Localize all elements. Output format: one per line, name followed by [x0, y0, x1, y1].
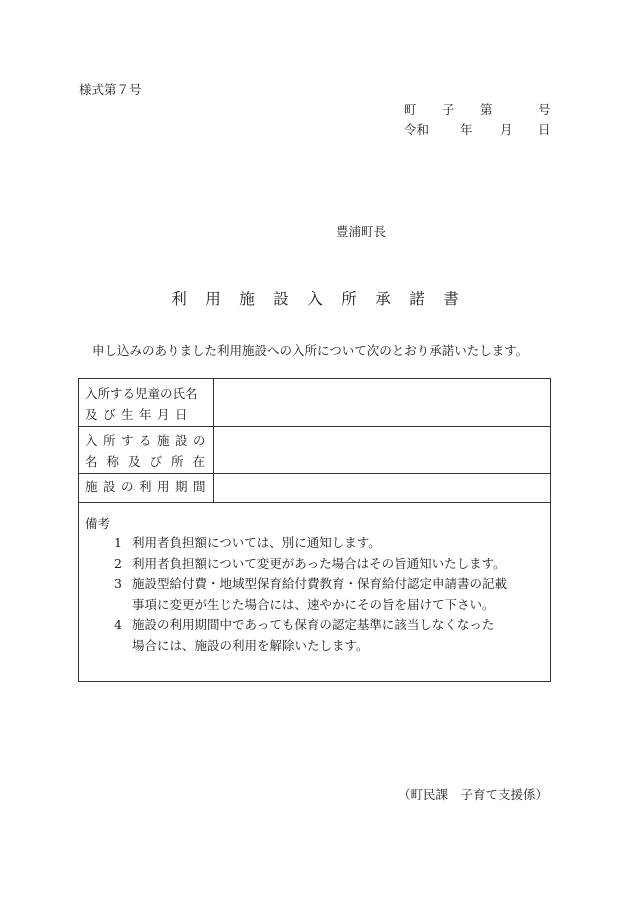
remark-text: 利用者負担額については、別に通知します。	[132, 535, 381, 550]
remark-number: 2	[114, 555, 122, 571]
date-year: 年	[460, 122, 473, 137]
date-era: 令和	[404, 122, 430, 137]
ref-dai: 第	[480, 102, 493, 117]
title-char: 承	[375, 290, 391, 308]
remark-text: 施設の利用期間中であっても保育の認定基準に該当しなくなった	[132, 617, 495, 632]
title-char: 入	[307, 290, 323, 308]
reference-number-line	[404, 100, 551, 118]
title-char: 利	[171, 290, 187, 308]
label-line: 入所する施設の	[85, 433, 212, 448]
remark-text-continued: 事項に変更が生じた場合には、速やかにその旨を届けて下さい。	[132, 596, 495, 612]
value-facility[interactable]	[214, 426, 550, 473]
label-line: 施設の利用期間	[85, 479, 212, 494]
date-line	[404, 120, 551, 138]
title-char: 書	[443, 290, 459, 308]
remark-number: 1	[114, 535, 122, 550]
label-line: 及び生年月日	[85, 407, 194, 422]
remark-text-continued: 場合には、施設の利用を解除いたします。	[132, 637, 369, 653]
document-title	[0, 287, 630, 309]
remark-text: 利用者負担額について変更があった場合はその旨通知いたします。	[132, 555, 506, 571]
title-char: 諾	[409, 290, 425, 308]
remarks-section	[79, 502, 550, 681]
label-facility	[79, 426, 214, 473]
remark-text: 施設型給付費・地域型保育給付費教育・保育給付認定申請書の記載	[132, 576, 508, 591]
remarks-title: 備考	[85, 516, 111, 531]
form-number: 様式第７号	[79, 82, 142, 97]
approval-form-table	[78, 378, 551, 682]
table-row-period	[79, 473, 550, 503]
date-month: 月	[500, 122, 513, 137]
ref-town: 町	[404, 102, 417, 117]
table-row-facility	[79, 426, 550, 474]
label-child-name	[79, 379, 214, 426]
date-day: 日	[538, 122, 551, 137]
remark-number: 3	[114, 576, 122, 591]
value-period[interactable]	[214, 473, 550, 502]
remark-number: 4	[114, 617, 122, 632]
label-period	[79, 473, 214, 502]
department-footer: （町民課 子育て支援係）	[398, 787, 549, 802]
title-char: 用	[205, 290, 221, 308]
value-child-name[interactable]	[214, 379, 550, 426]
title-char: 所	[341, 290, 357, 308]
table-row-child-name	[79, 379, 550, 427]
label-line: 名称及び所在	[85, 454, 215, 469]
ref-go: 号	[538, 102, 551, 117]
title-char: 施	[239, 290, 255, 308]
title-char: 設	[273, 290, 289, 308]
ref-child: 子	[442, 102, 455, 117]
label-line: 入所する児童の氏名	[85, 386, 198, 401]
addressee: 豊浦町長	[336, 224, 387, 239]
intro-text: 申し込みのありました利用施設への入所について次のとおり承諾いたします。	[92, 343, 529, 358]
